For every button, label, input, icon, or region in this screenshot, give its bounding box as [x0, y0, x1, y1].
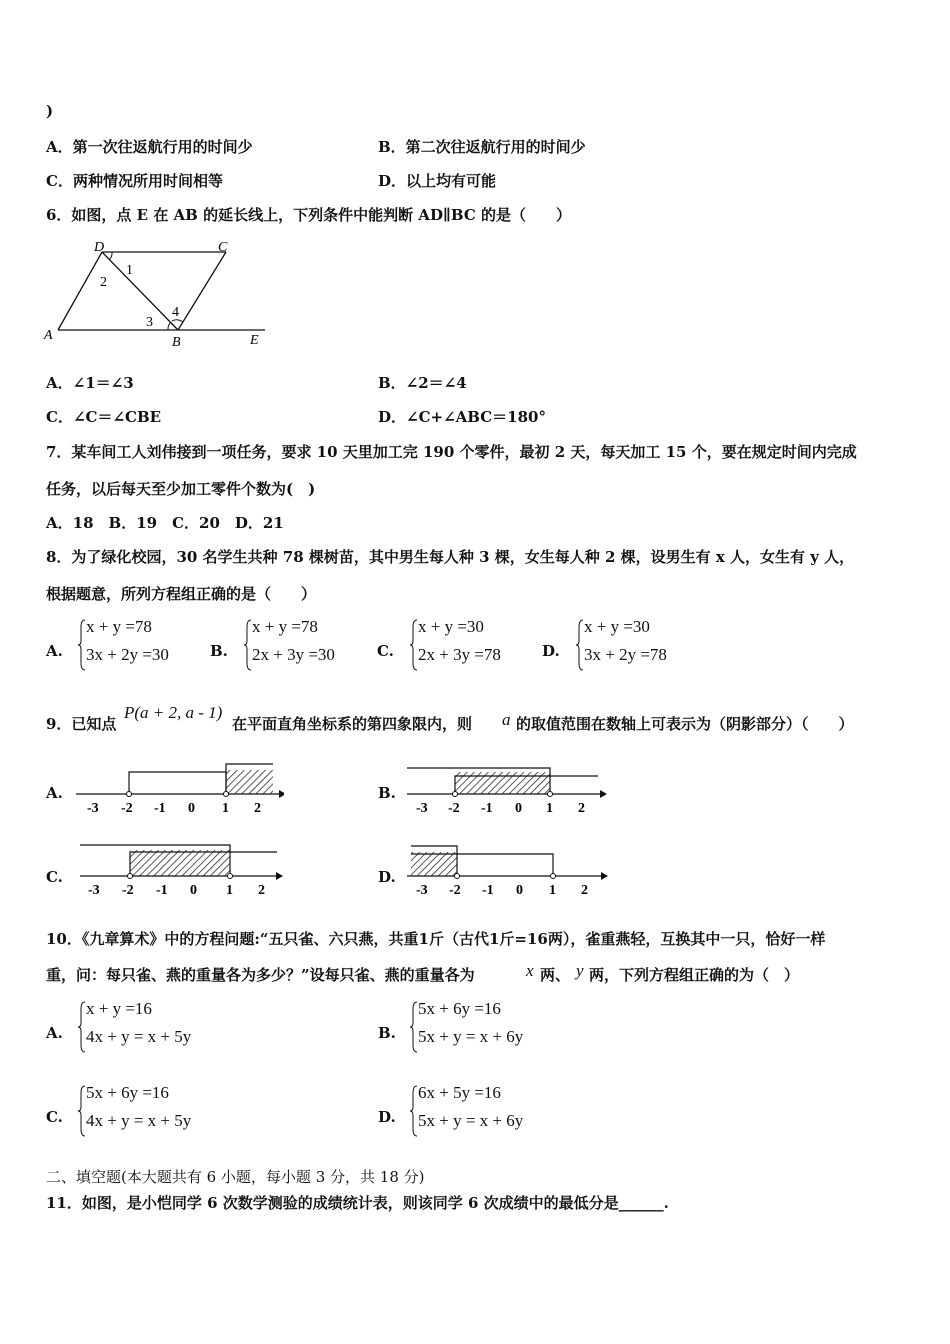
svg-text:2: 2	[258, 883, 265, 898]
q9-prefix: 9．已知点	[46, 715, 117, 733]
q5-option-a: A．第一次往返航行用的时间少	[46, 138, 253, 156]
svg-text:-3: -3	[416, 883, 428, 898]
tick-neg3: -3	[87, 801, 99, 816]
tick-neg1: -1	[154, 801, 166, 816]
q5-option-d: D．以上均有可能	[378, 172, 497, 190]
q5-option-c: C．两种情况所用时间相等	[46, 172, 223, 190]
q10-a-eq1: x + y =16	[86, 999, 152, 1018]
q6-option-b: B．∠2＝∠4	[378, 374, 467, 392]
q10-c-eq2: 4x + y = x + 5y	[86, 1111, 192, 1130]
tick-0: 0	[188, 801, 195, 816]
section-2-title: 二、填空题(本大题共有 6 小题，每小题 3 分，共 18 分)	[46, 1168, 425, 1186]
q8-line-2: 根据题意，所列方程组正确的是（ ）	[46, 585, 317, 603]
q8-a-system	[78, 617, 208, 673]
q10-d-system	[410, 1083, 570, 1139]
q10-line-1: 10．《九章算术》中的方程问题:“五只雀、六只燕，共重1斤（古代1斤=16两），雀重燕轻，互换其中一只，恰好一样	[46, 930, 826, 948]
q5-option-b: B．第二次往返航行用的时间少	[378, 138, 586, 156]
q10-a-eq2: 4x + y = x + 5y	[86, 1027, 192, 1046]
q10-line-2-pre: 重，问：每只雀、燕的重量各为多少？”设每只雀、燕的重量各为	[46, 966, 475, 984]
q9-middle: 在平面直角坐标系的第四象限内，则	[232, 715, 473, 733]
svg-text:-3: -3	[416, 801, 428, 816]
q10-x: x	[526, 961, 534, 980]
q9-c-label: C.	[46, 868, 63, 886]
q9-suffix: 的取值范围在数轴上可表示为（阴影部分）（ ）	[516, 715, 854, 733]
svg-text:1: 1	[549, 883, 556, 898]
q9-var: a	[502, 710, 511, 729]
q7-line-2: 任务，以后每天至少加工零件个数为( )	[46, 480, 316, 498]
svg-text:-2: -2	[449, 883, 461, 898]
q10-y: y	[576, 961, 584, 980]
q10-a-system	[78, 999, 238, 1055]
q6-stem: 6．如图，点 E 在 AB 的延长线上，下列条件中能判断 AD∥BC 的是（ ）	[46, 206, 572, 224]
q8-d-eq2: 3x + 2y =78	[584, 645, 667, 664]
q5-tail: )	[46, 102, 54, 120]
svg-text:-1: -1	[481, 801, 493, 816]
q7-options: A．18 B．19 C．20 D．21	[46, 514, 284, 532]
svg-text:-2: -2	[122, 883, 134, 898]
label-b: B	[172, 335, 181, 350]
svg-text:-1: -1	[482, 883, 494, 898]
angle-2: 2	[100, 275, 107, 290]
q10-d-eq1: 6x + 5y =16	[418, 1083, 501, 1102]
q8-line-1: 8．为了绿化校园，30 名学生共种 78 棵树苗，其中男生每人种 3 棵，女生每人种 2 棵，设男生有 x 人，女生有 y 人，	[46, 548, 855, 566]
q11-text: 11．如图，是小恺同学 6 次数学测验的成绩统计表，则该同学 6 次成绩中的最低分是______.	[46, 1194, 669, 1212]
tick-1: 1	[222, 801, 229, 816]
q9-a-label: A.	[46, 784, 63, 802]
q6-option-c: C．∠C＝∠CBE	[46, 408, 162, 426]
q9-c-number-line	[78, 838, 288, 898]
svg-text:-3: -3	[88, 883, 100, 898]
q7-line-1: 7．某车间工人刘伟接到一项任务，要求 10 天里加工完 190 个零件，最初 2 天，每天加工 15 个，要在规定时间内完成	[46, 443, 857, 461]
label-d: D	[94, 240, 105, 255]
angle-4: 4	[172, 305, 179, 320]
label-c: C	[218, 240, 228, 255]
q8-c-system	[410, 617, 540, 673]
svg-text:0: 0	[516, 883, 523, 898]
q8-c-label: C.	[377, 642, 394, 660]
q10-a-label: A.	[46, 1024, 63, 1042]
q9-d-number-line	[405, 838, 615, 898]
q8-a-label: A.	[46, 642, 63, 660]
q10-d-eq2: 5x + y = x + 6y	[418, 1111, 524, 1130]
q8-c-eq1: x + y =30	[418, 617, 484, 636]
tick-neg2: -2	[121, 801, 133, 816]
q9-b-number-line	[405, 756, 615, 816]
q10-b-eq1: 5x + 6y =16	[418, 999, 501, 1018]
q8-a-eq1: x + y =78	[86, 617, 152, 636]
q10-c-eq1: 5x + 6y =16	[86, 1083, 169, 1102]
angle-1: 1	[126, 263, 133, 278]
svg-text:-1: -1	[156, 883, 168, 898]
q8-c-eq2: 2x + 3y =78	[418, 645, 501, 664]
svg-text:-2: -2	[448, 801, 460, 816]
q10-c-system	[78, 1083, 238, 1139]
q8-d-system	[576, 617, 706, 673]
q8-b-eq1: x + y =78	[252, 617, 318, 636]
q6-option-a: A．∠1＝∠3	[46, 374, 134, 392]
q10-c-label: C.	[46, 1108, 63, 1126]
q10-d-label: D.	[378, 1108, 396, 1126]
q8-d-label: D.	[542, 642, 560, 660]
svg-text:0: 0	[515, 801, 522, 816]
q10-b-label: B.	[378, 1024, 396, 1042]
q6-parallelogram-figure	[40, 236, 280, 351]
tick-2: 2	[254, 801, 261, 816]
q8-b-system	[244, 617, 374, 673]
label-a: A	[44, 328, 53, 343]
angle-3: 3	[146, 315, 153, 330]
q8-a-eq2: 3x + 2y =30	[86, 645, 169, 664]
q10-b-system	[410, 999, 570, 1055]
q6-option-d: D．∠C+∠ABC＝180°	[378, 408, 546, 426]
q9-a-number-line	[74, 756, 284, 816]
q9-point: P(a + 2, a - 1)	[124, 703, 223, 722]
q8-d-eq1: x + y =30	[584, 617, 650, 636]
label-e: E	[250, 333, 259, 348]
svg-text:0: 0	[190, 883, 197, 898]
svg-text:1: 1	[226, 883, 233, 898]
q10-b-eq2: 5x + y = x + 6y	[418, 1027, 524, 1046]
svg-text:2: 2	[578, 801, 585, 816]
q9-d-label: D.	[378, 868, 396, 886]
q8-b-label: B.	[210, 642, 228, 660]
q9-b-label: B.	[378, 784, 396, 802]
q10-line-2-mid: 两、	[540, 966, 571, 984]
svg-text:2: 2	[581, 883, 588, 898]
q8-b-eq2: 2x + 3y =30	[252, 645, 335, 664]
q10-line-2-post: 两，下列方程组正确的为（ ）	[589, 966, 800, 984]
svg-text:1: 1	[546, 801, 553, 816]
